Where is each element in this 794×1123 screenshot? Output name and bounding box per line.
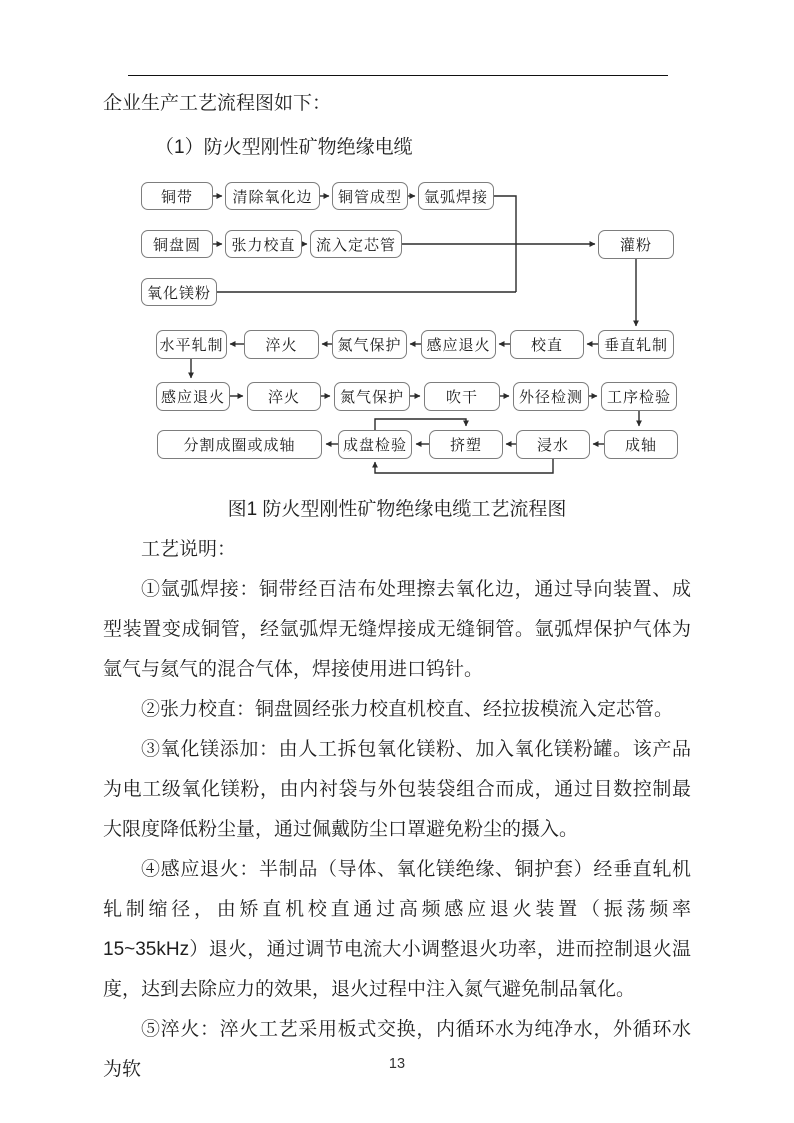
- flow-node-copper-strip: 铜带: [141, 182, 213, 210]
- flow-node-cut-coil-or-spool: 分割成圈或成轴: [157, 430, 322, 459]
- flow-node-copper-rod: 铜盘圆: [141, 230, 213, 258]
- flow-node-argon-arc-welding: 氩弧焊接: [418, 182, 494, 210]
- intro-heading: 企业生产工艺流程图如下：: [103, 93, 332, 114]
- flow-node-remove-oxide-edge: 清除氧化边: [225, 182, 320, 210]
- flow-node-process-inspection: 工序检验: [601, 382, 677, 411]
- flow-node-induction-anneal-2: 感应退火: [156, 382, 230, 411]
- flow-node-blow-dry: 吹干: [424, 382, 500, 411]
- paragraph-4: ④感应退火：半制品（导体、氧化镁绝缘、铜护套）经垂直轧机轧制缩径，由矫直机校直通过高频感应退火装置（振荡频率15~35kHz）退火，通过调节电流大小调整退火功率，进而控制退火温度，达到去除应力的效果，退火过程中注入氮气避免制品氧化。: [103, 859, 691, 1000]
- flow-node-tension-straighten: 张力校直: [225, 230, 302, 258]
- flow-node-nitrogen-protect-2: 氮气保护: [334, 382, 410, 411]
- flow-node-nitrogen-protect-1: 氮气保护: [332, 330, 407, 359]
- flow-node-quench-2: 淬火: [247, 382, 321, 411]
- flow-node-spooling: 成轴: [604, 430, 678, 459]
- page-number: 13: [388, 1056, 406, 1072]
- flow-node-magnesia-powder: 氧化镁粉: [141, 278, 217, 306]
- flow-node-tube-forming: 铜管成型: [332, 182, 408, 210]
- flow-node-straighten: 校直: [510, 330, 584, 359]
- flow-node-into-core-tube: 流入定芯管: [310, 230, 402, 258]
- flow-node-coil-inspection: 成盘检验: [338, 430, 412, 459]
- section-subheading: （1）防火型刚性矿物绝缘电缆: [155, 137, 413, 158]
- paragraph-1: ①氩弧焊接：铜带经百洁布处理擦去氧化边，通过导向装置、成型装置变成铜管，经氩弧焊无缝焊接成无缝铜管。氩弧焊保护气体为氩气与氦气的混合气体，焊接使用进口钨针。: [103, 579, 691, 680]
- process-flowchart: [0, 0, 794, 500]
- flow-node-water-immersion: 浸水: [516, 430, 590, 459]
- flow-node-diameter-check: 外径检测: [513, 382, 589, 411]
- paragraph-3: ③氧化镁添加：由人工拆包氧化镁粉、加入氧化镁粉罐。该产品为电工级氧化镁粉，由内衬袋与外包装袋组合而成，通过目数控制最大限度降低粉尘量，通过佩戴防尘口罩避免粉尘的摄入。: [103, 739, 691, 840]
- flow-node-vertical-rolling: 垂直轧制: [598, 330, 674, 359]
- flow-node-quench-1: 淬火: [244, 330, 319, 359]
- paragraph-5: ⑤淬火：淬火工艺采用板式交换，内循环水为纯净水，外循环水为软: [103, 1019, 691, 1080]
- body-text: [103, 490, 691, 1090]
- figure-caption: 图1 防火型刚性矿物绝缘电缆工艺流程图: [227, 499, 567, 520]
- flow-node-powder-filling: 灌粉: [598, 230, 674, 259]
- paragraph-2: ②张力校直：铜盘圆经张力校直机校直、经拉拔模流入定芯管。: [141, 699, 674, 720]
- flow-node-extrusion: 挤塑: [429, 430, 503, 459]
- process-label: 工艺说明：: [141, 539, 237, 560]
- flow-node-induction-anneal-1: 感应退火: [421, 330, 496, 359]
- flow-node-horizontal-rolling: 水平轧制: [156, 330, 227, 359]
